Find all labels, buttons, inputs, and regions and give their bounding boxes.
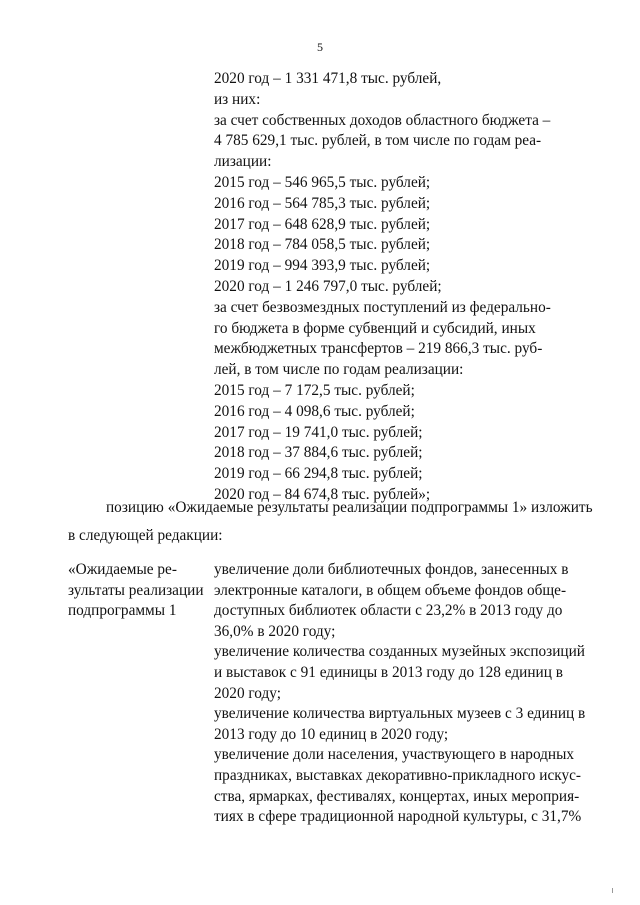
funding-line: 2015 год – 7 172,5 тыс. рублей; bbox=[214, 381, 415, 399]
page-number: 5 bbox=[317, 40, 323, 54]
funding-line: 2017 год – 648 628,9 тыс. рублей; bbox=[214, 215, 431, 233]
funding-line: 2018 год – 37 884,6 тыс. рублей; bbox=[214, 444, 423, 462]
table-right-line: и выставок с 91 единицы в 2013 году до 128 единиц в bbox=[214, 663, 563, 681]
table-left-line: «Ожидаемые ре- bbox=[68, 561, 177, 578]
table-right-line: электронные каталоги, в общем объеме фондов обще- bbox=[214, 581, 567, 599]
table-left-column bbox=[68, 560, 210, 622]
funding-line: го бюджета в форме субвенций и субсидий, иных bbox=[214, 319, 536, 337]
funding-line: 2015 год – 546 965,5 тыс. рублей; bbox=[214, 173, 431, 191]
table-right-line: увеличение количества виртуальных музеев с 3 единиц в bbox=[214, 705, 586, 723]
funding-line: за счет безвозмездных поступлений из федерально- bbox=[214, 298, 551, 316]
funding-line: 2018 год – 784 058,5 тыс. рублей; bbox=[214, 236, 431, 254]
funding-line: 2020 год – 1 331 471,8 тыс. рублей, bbox=[214, 70, 442, 87]
scan-mark bbox=[612, 888, 613, 893]
funding-line: 2020 год – 1 246 797,0 тыс. рублей; bbox=[214, 277, 442, 295]
funding-line: 2019 год – 994 393,9 тыс. рублей; bbox=[214, 257, 431, 275]
table-left-line: зультаты реализации bbox=[68, 581, 204, 599]
funding-line: 2017 год – 19 741,0 тыс. рублей; bbox=[214, 423, 423, 441]
table-right-line: увеличение доли библиотечных фондов, занесенных в bbox=[214, 561, 569, 578]
table-right-line: 36,0% в 2020 году; bbox=[214, 622, 336, 640]
funding-line: 2019 год – 66 294,8 тыс. рублей; bbox=[214, 465, 423, 483]
funding-line: лей, в том числе по годам реализации: bbox=[214, 361, 464, 379]
funding-line: из них: bbox=[214, 90, 261, 108]
table-right-line: тиях в сфере традиционной народной культуры, с 31,7% bbox=[214, 808, 582, 826]
funding-line: лизации: bbox=[214, 153, 272, 171]
table-right-line: увеличение доли населения, участвующего в народных bbox=[214, 746, 575, 764]
table-left-line: подпрограммы 1 bbox=[68, 602, 177, 620]
funding-line: 2016 год – 4 098,6 тыс. рублей; bbox=[214, 402, 415, 420]
table-right-line: доступных библиотек области с 23,2% в 2013 году до bbox=[214, 602, 563, 620]
table-right-line: праздниках, выставках декоративно-прикладного искус- bbox=[214, 766, 581, 784]
table-right-column bbox=[214, 560, 590, 828]
table-right-line: увеличение количества созданных музейных экспозиций bbox=[214, 643, 585, 661]
instruction-line-2: в следующей редакции: bbox=[68, 527, 223, 544]
instruction-line-1: позицию «Ожидаемые результаты реализации подпрограммы 1» изложить bbox=[106, 499, 593, 516]
funding-line: за счет собственных доходов областного бюджета – bbox=[214, 111, 551, 129]
funding-line: межбюджетных трансфертов – 219 866,3 тыс. руб- bbox=[214, 340, 543, 358]
table-right-line: ства, ярмарках, фестивалях, концертах, иных мероприя- bbox=[214, 787, 580, 805]
funding-line: 4 785 629,1 тыс. рублей, в том числе по годам реа- bbox=[214, 132, 542, 150]
funding-line: 2020 год – 84 674,8 тыс. рублей»; bbox=[214, 485, 431, 503]
table-right-line: 2013 году до 10 единиц в 2020 году; bbox=[214, 725, 449, 743]
funding-block bbox=[214, 69, 584, 506]
table-right-line: 2020 году; bbox=[214, 684, 281, 702]
funding-line: 2016 год – 564 785,3 тыс. рублей; bbox=[214, 194, 431, 212]
